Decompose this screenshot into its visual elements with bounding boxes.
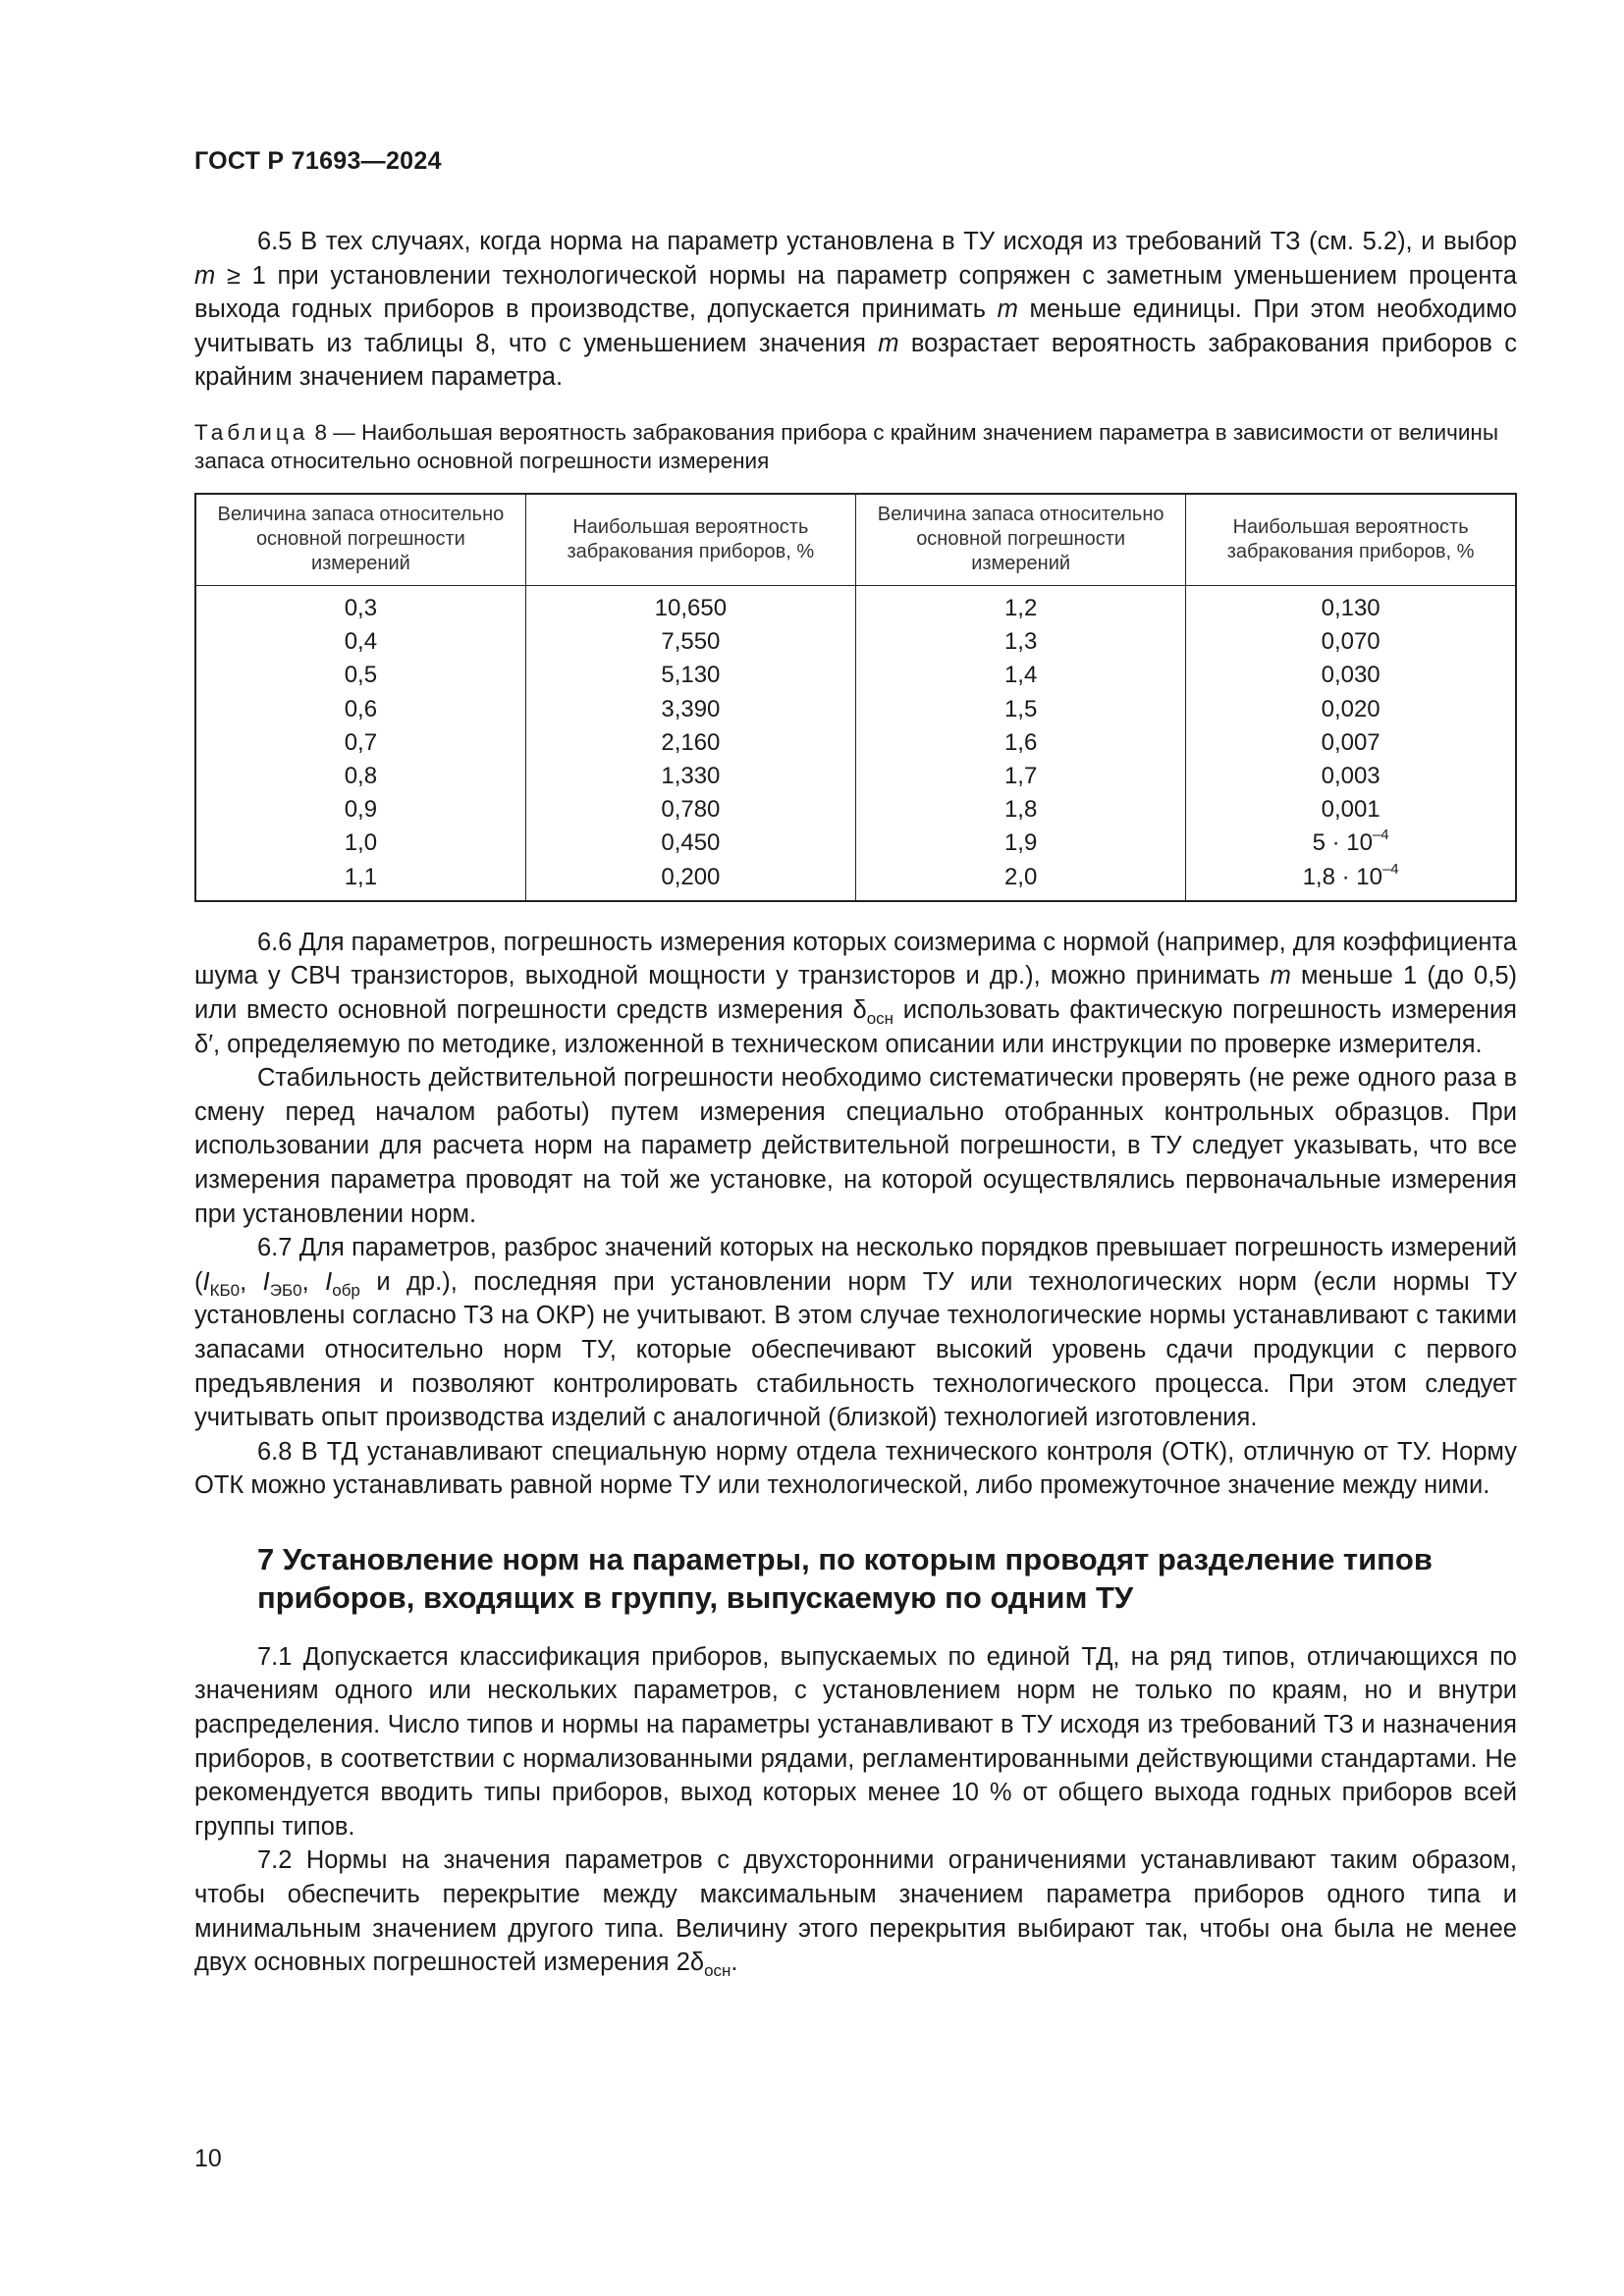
table-cell: 0,003 [1186, 760, 1516, 793]
var-m: m [194, 261, 216, 290]
table-cell: 0,9 [195, 793, 525, 827]
text: меньше единицы. При этом необходимо учитывать из таблицы 8, что с уменьшением значения [194, 295, 1517, 357]
text: использовать фактическую погрешность измерения δ′, определяемую по методике, изложенной в техническом описании или инструкции по проверке измерителя. [194, 995, 1517, 1058]
table-cell: 10,650 [525, 585, 855, 625]
paragraph-6-5 [194, 225, 1517, 395]
table-cell: 0,6 [195, 693, 525, 726]
table-row [195, 827, 1516, 860]
text: 6.7 Для параметров, разброс значений которых на несколько порядков превышает погрешность измерений ( [194, 1234, 1517, 1296]
table-row [195, 760, 1516, 793]
table-row [195, 726, 1516, 760]
table-cell [1186, 861, 1516, 901]
table-cell: 1,0 [195, 827, 525, 860]
paragraph-7-2 [194, 1843, 1517, 1979]
var-m: m [997, 295, 1018, 324]
table-row [195, 585, 1516, 625]
table-cell: 7,550 [525, 625, 855, 659]
section-7-title: 7 Установление норм на параметры, по которым проводят разделение типов приборов, входящих в группу, выпускаемую по одним ТУ [257, 1541, 1433, 1615]
table-row [195, 693, 1516, 726]
table-cell: 0,007 [1186, 726, 1516, 760]
var-i: I [325, 1267, 333, 1296]
table-cell: 0,5 [195, 659, 525, 692]
header-cell: Величина запаса относительно основной погрешности измерений [856, 494, 1186, 586]
paragraph-stability: Стабильность действительной погрешности необходимо систематически проверять (не реже одного раза в смену перед началом работы) путем измерения специально отобранных контрольных образцов. При использовании для расчета норм на параметр действительной погрешности, в ТУ следует указывать, что все измерения параметра проводят на той же установке, на которой осуществлялись первоначальные измерения при установлении норм. [194, 1064, 1517, 1228]
table-cell: 0,780 [525, 793, 855, 827]
text: ≥ 1 при установлении технологической нормы на параметр сопряжен с заметным уменьшением процента выхода годных приборов в производстве, допускается принимать [194, 261, 1517, 324]
table-row [195, 793, 1516, 827]
text: 6.5 В тех случаях, когда норма на параметр установлена в ТУ исходя из требований ТЗ (см. 5.2), и выбор [257, 228, 1517, 255]
value-exponent: –4 [1372, 827, 1389, 844]
caption-label: Таблица [194, 419, 309, 445]
header-cell: Наибольшая вероятность забракования приборов, % [525, 494, 855, 586]
subscript: осн [704, 1961, 731, 1981]
table-cell: 1,2 [856, 585, 1186, 625]
text: и др.), последняя при установлении норм ТУ или технологических норм (если нормы ТУ установлены согласно ТЗ на ОКР) не учитывают. В этом случае технологические нормы устанавливают с такими запасами относительно норм ТУ, которые обеспечивают высокий уровень сдачи продукции с первого предъявления и позволяют контролировать стабильность технологического процесса. При этом следует учитывать опыт производства изделий с аналогичной (близкой) технологией изготовления. [194, 1267, 1517, 1432]
table-row [195, 659, 1516, 692]
value-exponent: –4 [1381, 860, 1399, 878]
text: . [731, 1949, 738, 1977]
page-number: 10 [194, 2145, 222, 2172]
table-cell: 0,7 [195, 726, 525, 760]
text: меньше 1 (до 0,5) или вместо основной погрешности средств измерения δ [194, 962, 1517, 1024]
paragraph-6-8: 6.8 В ТД устанавливают специальную норму отдела технического контроля (ОТК), отличную от ТУ. Норму ОТК можно устанавливать равной норме ТУ или технологической, либо промежуточное значение между ними. [194, 1437, 1517, 1500]
table-cell: 1,8 [856, 793, 1186, 827]
value-mantissa: 5 · 10 [1312, 829, 1373, 857]
paragraph-6-7: 6.7 Для параметров, разброс значений которых на несколько порядков превышает погрешность измерений ($I_{КБ0}$, $I_{ЭБ0}$, $I_{обр}$ и др.), последняя при установлении норм ТУ или технологических норм (если нормы ТУ установлены согласно ТЗ на ОКР) не учитывают. В этом случае технологические нормы устанавливают с такими запасами относительно норм ТУ, которые обеспечивают высокий уровень сдачи продукции с первого предъявления и позволяют контролировать стабильность технологического процесса. При этом следует учитывать опыт производства изделий с аналогичной (близкой) технологией изготовления. [194, 1234, 1517, 1432]
table-row [195, 625, 1516, 659]
subscript: осн [866, 1008, 894, 1028]
table-cell: 0,020 [1186, 693, 1516, 726]
table-cell: 0,4 [195, 625, 525, 659]
table-cell: 1,330 [525, 760, 855, 793]
table-cell: 0,450 [525, 827, 855, 860]
header-cell: Наибольшая вероятность забракования приборов, % [1186, 494, 1516, 586]
caption-text: 8 — Наибольшая вероятность забракования прибора с крайним значением параметра в зависимости от величины запаса относительно основной погрешности измерения [194, 419, 1499, 473]
paragraph-6-6 [194, 926, 1517, 1061]
table-cell: 0,130 [1186, 585, 1516, 625]
var-i: I [202, 1267, 210, 1296]
table-cell: 1,6 [856, 726, 1186, 760]
table-cell: 2,0 [856, 861, 1186, 901]
var-m: m [878, 329, 899, 357]
var-m: m [1270, 962, 1291, 990]
document-header: ГОСТ Р 71693—2024 [194, 147, 442, 175]
table-cell [1186, 827, 1516, 860]
table-cell: 5,130 [525, 659, 855, 692]
table-8-caption [194, 418, 1517, 475]
table-cell: 1,5 [856, 693, 1186, 726]
paragraph-7-1: 7.1 Допускается классификация приборов, выпускаемых по единой ТД, на ряд типов, отличающихся по значениям одного или нескольких параметров, с установлением норм не только по краям, но и внутри распределения. Число типов и нормы на параметры устанавливают в ТУ исходя из требований ТЗ и назначения приборов, в соответствии с нормализованными рядами, регламентированными действующими стандартами. Не рекомендуется вводить типы приборов, выход которых менее 10 % от общего выхода годных приборов всей группы типов. [194, 1642, 1517, 1841]
table-cell: 3,390 [525, 693, 855, 726]
text: 7.2 Нормы на значения параметров с двухсторонними ограничениями устанавливают таким образом, чтобы обеспечить перекрытие между максимальным значением параметра приборов одного типа и минимальным значением другого типа. Величину этого перекрытия выбирают так, чтобы она была не менее двух основных погрешностей измерения 2δ [194, 1846, 1517, 1977]
var-i: I [262, 1267, 270, 1296]
table-cell: 1,9 [856, 827, 1186, 860]
table-cell: 0,200 [525, 861, 855, 901]
subscript: обр [332, 1280, 360, 1300]
table-cell: 0,070 [1186, 625, 1516, 659]
value-mantissa: 1,8 · 10 [1302, 863, 1382, 890]
table-cell: 0,030 [1186, 659, 1516, 692]
table-8 [194, 493, 1517, 902]
table-header-row [195, 494, 1516, 586]
table-cell: 1,1 [195, 861, 525, 901]
text: возрастает вероятность забракования приборов с крайним значением параметра. [194, 329, 1517, 392]
subscript: КБ0 [209, 1280, 241, 1300]
table-cell: 0,3 [195, 585, 525, 625]
table-cell: 0,8 [195, 760, 525, 793]
table-cell: 1,3 [856, 625, 1186, 659]
page-content [194, 225, 1517, 1980]
table-row [195, 861, 1516, 901]
header-cell: Величина запаса относительно основной погрешности измерений [195, 494, 525, 586]
subscript: ЭБ0 [269, 1280, 302, 1300]
table-cell: 1,7 [856, 760, 1186, 793]
table-cell: 0,001 [1186, 793, 1516, 827]
text: 6.6 Для параметров, погрешность измерения которых соизмерима с нормой (например, для коэффициента шума у СВЧ транзисторов, выходной мощности у транзисторов и др.), можно принимать [194, 928, 1517, 990]
table-cell: 1,4 [856, 659, 1186, 692]
table-cell: 2,160 [525, 726, 855, 760]
